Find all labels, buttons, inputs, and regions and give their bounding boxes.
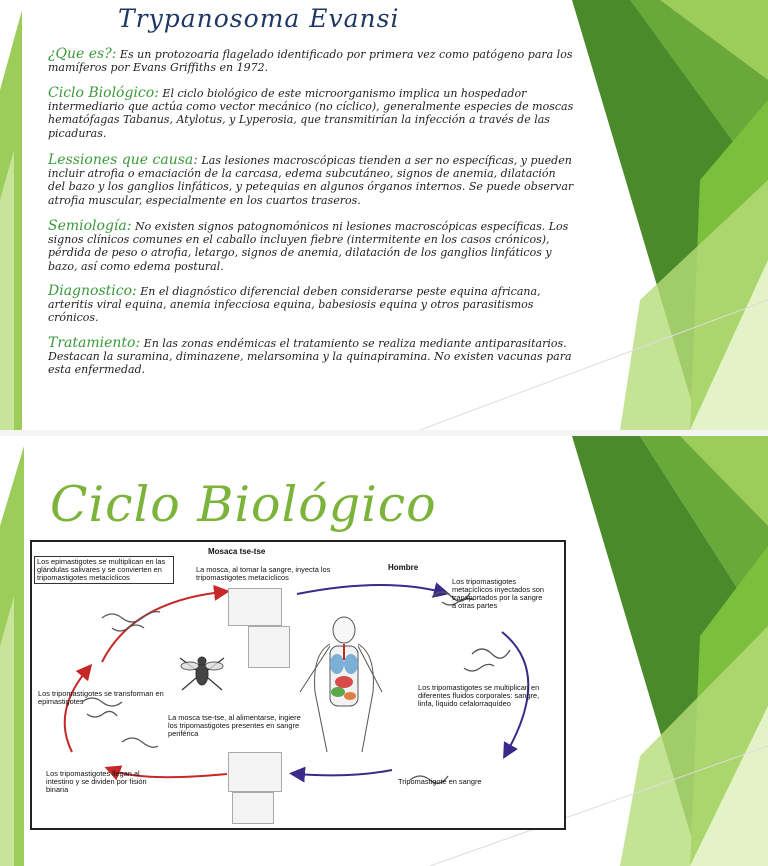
section-heading: Semiología: — [48, 218, 132, 234]
section-text: El ciclo biológico de este microorganismo implica un hospedador intermediario que actúa como vector mecánico (no cíclico), generalmente especies de moscas hematófagas Tabanus, Atylotus, y Lyperosia, que transmitirían la infección a través de las picaduras. — [48, 87, 574, 140]
section-heading: ¿Que es?: — [48, 46, 117, 62]
section-text: En las zonas endémicas el tratamiento se realiza mediante antiparasitarios. Destacan la suramina, diminazene, melarsomina y la quinapiramina. No existen vacunas para esta enfermedad. — [48, 337, 572, 377]
section-semiologia — [48, 220, 576, 273]
human-cycle-arrow-bottom — [297, 770, 392, 775]
section-heading: Ciclo Biológico: — [48, 85, 159, 101]
label-intestine: Los tripomastigotes llegan al intestino y se dividen por fisión binaria — [46, 769, 147, 794]
slide-title: Ciclo Biológico — [50, 476, 437, 533]
section-tratamiento — [48, 337, 576, 377]
section-ciclo-biologico — [48, 87, 576, 140]
section-text: No existen signos patognomónicos ni lesiones macroscópicas específicas. Los signos clínicos comunes en el caballo incluyen fiebre (intermitente en los casos crónicos), pérdida de peso o atrofia, letargo, signos de anemia, dilatación de los ganglios linfáticos y bazo, así como edema postural. — [48, 220, 569, 273]
human-cycle-arrow-top — [297, 585, 442, 594]
slide-title: Trypanosoma Evansi — [118, 4, 400, 33]
section-text: Las lesiones macroscópicas tienden a ser no específicas, y pueden incluir atrofia o emaciación de la carcasa, edema subcutáneo, signos de anemia, dilatación del bazo y los ganglios linfáticos, y petequias en algunos órganos internos. Se puede observar atrofia muscular, especialmente en los cuartos traseros. — [48, 154, 574, 207]
label-ingest: La mosca tse-tse, al alimentarse, ingiere los tripomastigotes presentes en sangre periférica — [168, 713, 301, 738]
slide-trypanosoma-info — [0, 0, 768, 430]
section-heading: Diagnostico: — [48, 283, 137, 299]
label-transform: Los tripomastigotes se transforman en epimastigotes — [38, 689, 164, 706]
section-lesiones — [48, 154, 576, 207]
fly-cycle-arrow-left — [65, 670, 87, 752]
fly-cycle-arrow-top — [102, 592, 222, 662]
section-heading: Lessiones que causa: — [48, 152, 198, 168]
slide-ciclo-biologico — [0, 436, 768, 866]
section-heading: Tratamiento: — [48, 335, 141, 351]
human-heading: Hombre — [388, 563, 419, 572]
label-blood: Tripomastigote en sangre — [398, 777, 482, 786]
life-cycle-diagram — [30, 540, 566, 830]
label-injected: Los tripomastigotes metacíclicos inyectados son transportados por la sangre a otras partes — [452, 577, 545, 610]
tsetse-fly-icon — [180, 657, 224, 690]
fly-feeding-image — [228, 752, 282, 792]
fly-heading: Mosaca tse-tse — [208, 547, 266, 556]
label-epimastigotes: Los epimastigotes se multiplican en las glándulas salivares y se convierten en tripomastigotes metacíclicos — [34, 556, 174, 584]
section-que-es — [48, 48, 576, 74]
section-text: Es un protozoaria flagelado identificado por primera vez como patógeno para los mamíferos por Evans Griffiths en 1972. — [48, 48, 573, 75]
trypanosome-image — [248, 626, 290, 668]
fly-bite-image — [228, 588, 282, 626]
intestine-image — [232, 792, 274, 824]
section-text: En el diagnóstico diferencial deben considerarse peste equina africana, arteritis viral equina, anemia infecciosa equina, babesiosis equina y otros parasitismos crónicos. — [48, 285, 541, 325]
section-diagnostico — [48, 285, 576, 325]
label-multiply: Los tripomastigotes se multiplican en diferentes fluidos corporales: sangre, linfa, líquido cefalorraquídeo — [418, 683, 540, 708]
label-fly-bite: La mosca, al tomar la sangre, inyecta los tripomastigotes metacíclicos — [196, 565, 331, 582]
